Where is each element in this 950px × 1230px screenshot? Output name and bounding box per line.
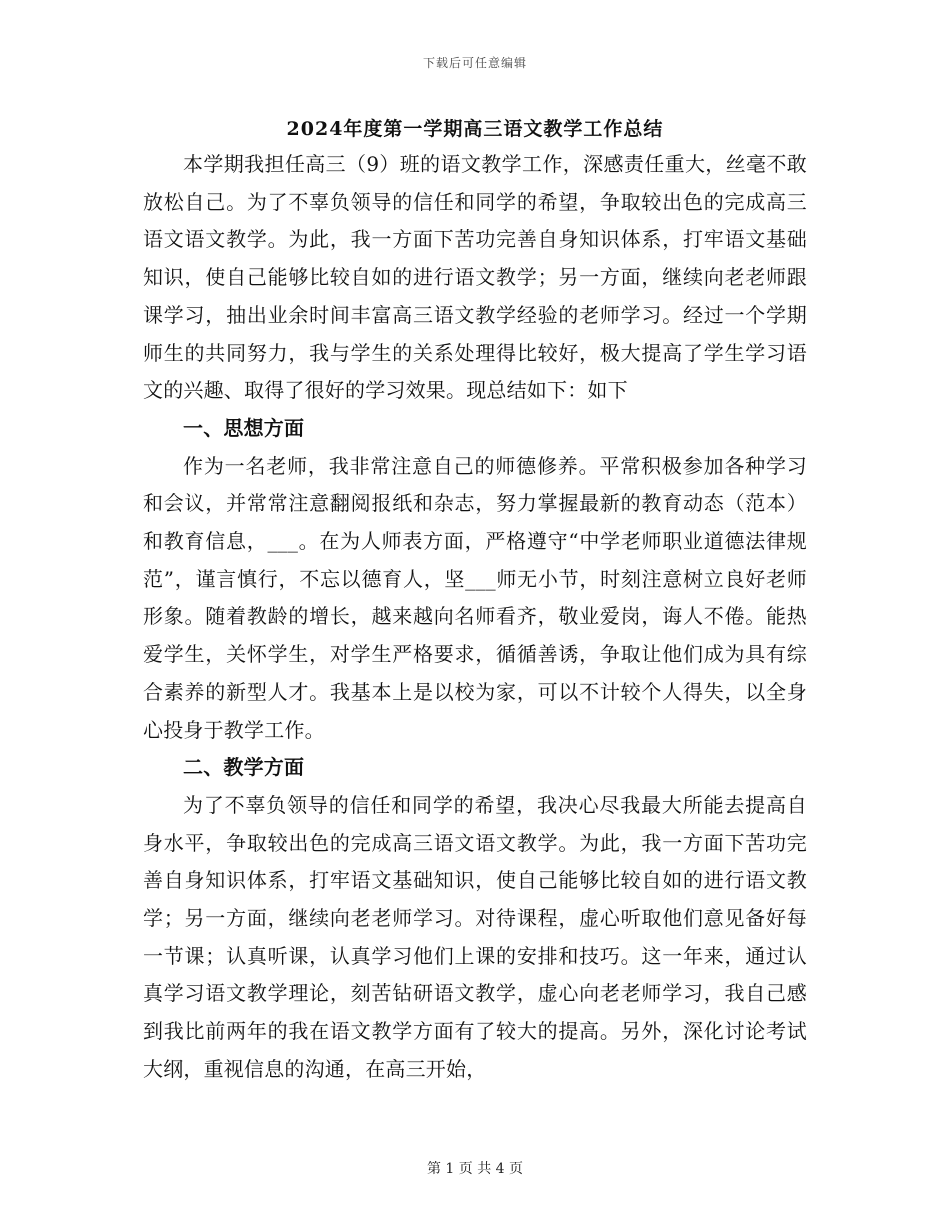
page-number: 第 1 页 共 4 页 <box>426 1161 524 1177</box>
section-heading-ideology: 一、思想方面 <box>183 415 305 440</box>
intro-paragraph: 本学期我担任高三（9）班的语文教学工作，深感责任重大，丝毫不敢放松自己。为了不辜负领导的信任和同学的希望，争取较出色的完成高三语文语文教学。为此，我一方面下苦功完善自身知识体系，打牢语文基础知识，使自己能够比较自如的进行语文教学；另一方面，继续向老老师跟课学习，抽出业余时间丰富高三语文教学经验的老师学习。经过一个学期师生的共同努力，我与学生的关系处理得比较好，极大提高了学生学习语文的兴趣、取得了很好的学习效果。现总结如下：如下 <box>143 152 807 403</box>
section-body-ideology: 作为一名老师，我非常注意自己的师德修养。平常积极参加各种学习和会议，并常常注意翻阅报纸和杂志，努力掌握最新的教育动态（范本）和教育信息，___。在为人师表方面，严格遵守“中学老师职业道德法律规范”，谨言慎行，不忘以德育人，坚___师无小节，时刻注意树立良好老师形象。随着教龄的增长，越来越向名师看齐，敬业爱岗，诲人不倦。能热爱学生，关怀学生，对学生严格要求，循循善诱，争取让他们成为具有综合素养的新型人才。我基本上是以校为家，可以不计较个人得失，以全身心投身于教学工作。 <box>143 453 807 742</box>
section-body-teaching: 为了不辜负领导的信任和同学的希望，我决心尽我最大所能去提高自身水平，争取较出色的完成高三语文语文教学。为此，我一方面下苦功完善自身知识体系，打牢语文基础知识，使自己能够比较自如的进行语文教学；另一方面，继续向老老师学习。对待课程，虚心听取他们意见备好每一节课；认真听课，认真学习他们上课的安排和技巧。这一年来，通过认真学习语文教学理论，刻苦钻研语文教学，虚心向老老师学习，我自己感到我比前两年的我在语文教学方面有了较大的提高。另外，深化讨论考试大纲，重视信息的沟通，在高三开始， <box>143 792 807 1081</box>
section-heading-teaching: 二、教学方面 <box>183 755 305 780</box>
document-body <box>143 146 807 1089</box>
header-note: 下载后可任意编辑 <box>422 56 527 70</box>
document-title: 2024年度第一学期高三语文教学工作总结 <box>286 118 664 140</box>
